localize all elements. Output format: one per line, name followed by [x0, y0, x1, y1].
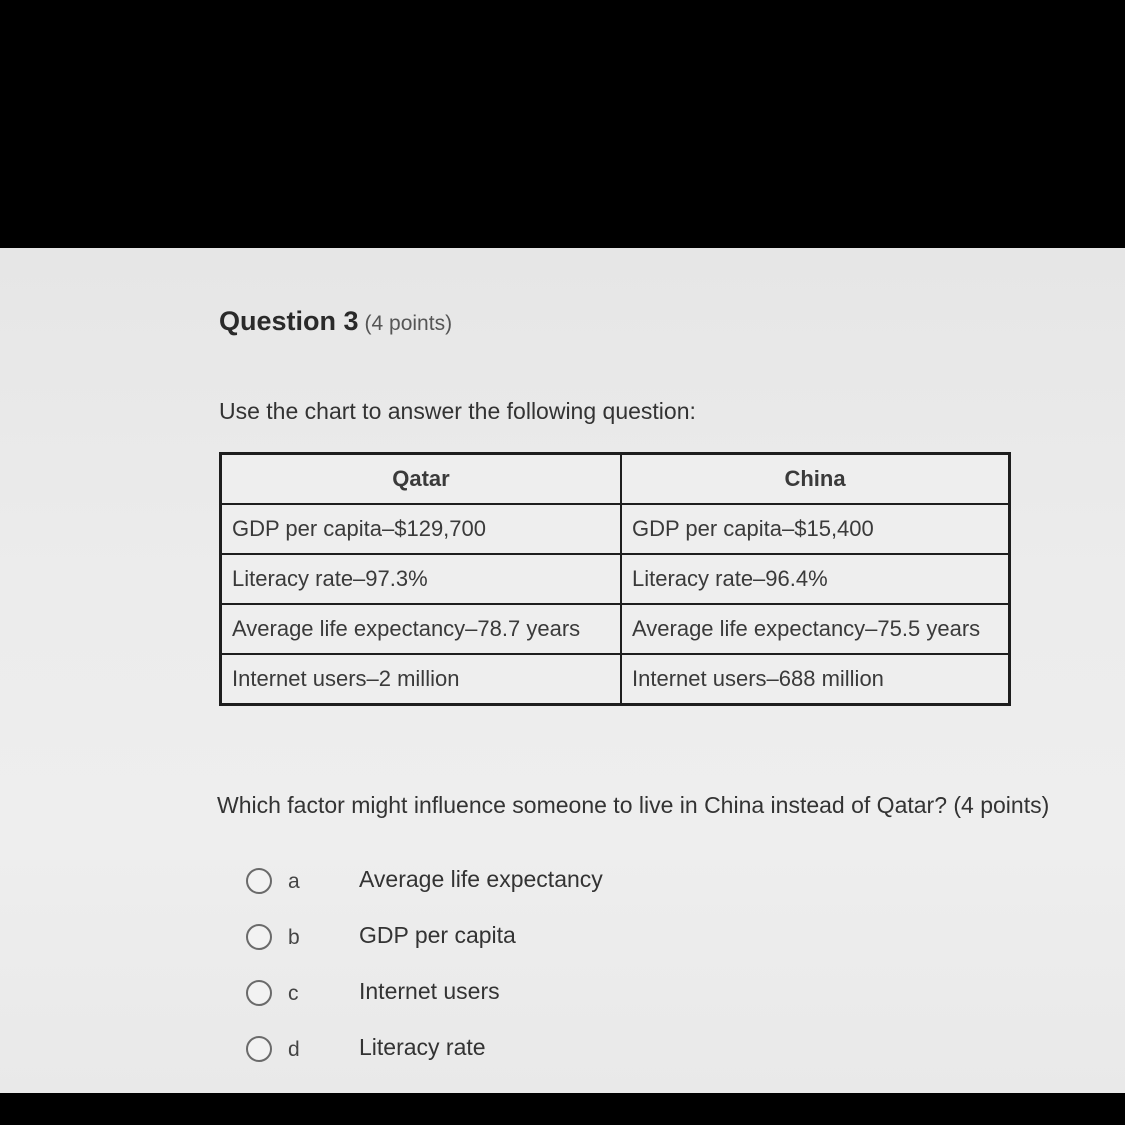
table-cell: Internet users–688 million	[621, 654, 1010, 705]
option-letter: d	[288, 1038, 300, 1061]
radio-button-a[interactable]	[246, 868, 272, 894]
table-header-qatar: Qatar	[221, 454, 622, 505]
option-letter: a	[288, 870, 300, 893]
table-cell: GDP per capita–$15,400	[621, 504, 1010, 554]
table-cell: Average life expectancy–78.7 years	[221, 604, 622, 654]
option-letter: b	[288, 926, 300, 949]
table-cell: GDP per capita–$129,700	[221, 504, 622, 554]
table-cell: Literacy rate–97.3%	[221, 554, 622, 604]
question-header	[219, 306, 452, 337]
quiz-screen	[0, 248, 1125, 1093]
option-d[interactable]	[246, 1032, 666, 1088]
radio-button-c[interactable]	[246, 980, 272, 1006]
question-points: (4 points)	[364, 312, 453, 335]
top-black-frame	[0, 0, 1125, 248]
option-text: Average life expectancy	[359, 866, 603, 892]
table-row	[221, 554, 1010, 604]
radio-button-d[interactable]	[246, 1036, 272, 1062]
comparison-table	[219, 452, 1011, 706]
table-row	[221, 504, 1010, 554]
table-row	[221, 654, 1010, 705]
question-instruction: Use the chart to answer the following question:	[219, 398, 696, 424]
question-prompt: Which factor might influence someone to live in China instead of Qatar? (4 points)	[217, 792, 1050, 818]
option-text: GDP per capita	[359, 922, 516, 948]
table-cell: Average life expectancy–75.5 years	[621, 604, 1010, 654]
table-cell: Internet users–2 million	[221, 654, 622, 705]
bottom-black-frame	[0, 1093, 1125, 1125]
table-header-china: China	[621, 454, 1010, 505]
question-title: Question 3	[219, 306, 359, 336]
option-letter: c	[288, 982, 299, 1005]
option-text: Internet users	[359, 978, 500, 1004]
radio-button-b[interactable]	[246, 924, 272, 950]
option-b[interactable]	[246, 920, 666, 976]
table-cell: Literacy rate–96.4%	[621, 554, 1010, 604]
table-row	[221, 604, 1010, 654]
table-header-row	[221, 454, 1010, 505]
answer-options	[246, 864, 666, 1088]
option-text: Literacy rate	[359, 1034, 486, 1060]
option-a[interactable]	[246, 864, 666, 920]
option-c[interactable]	[246, 976, 666, 1032]
